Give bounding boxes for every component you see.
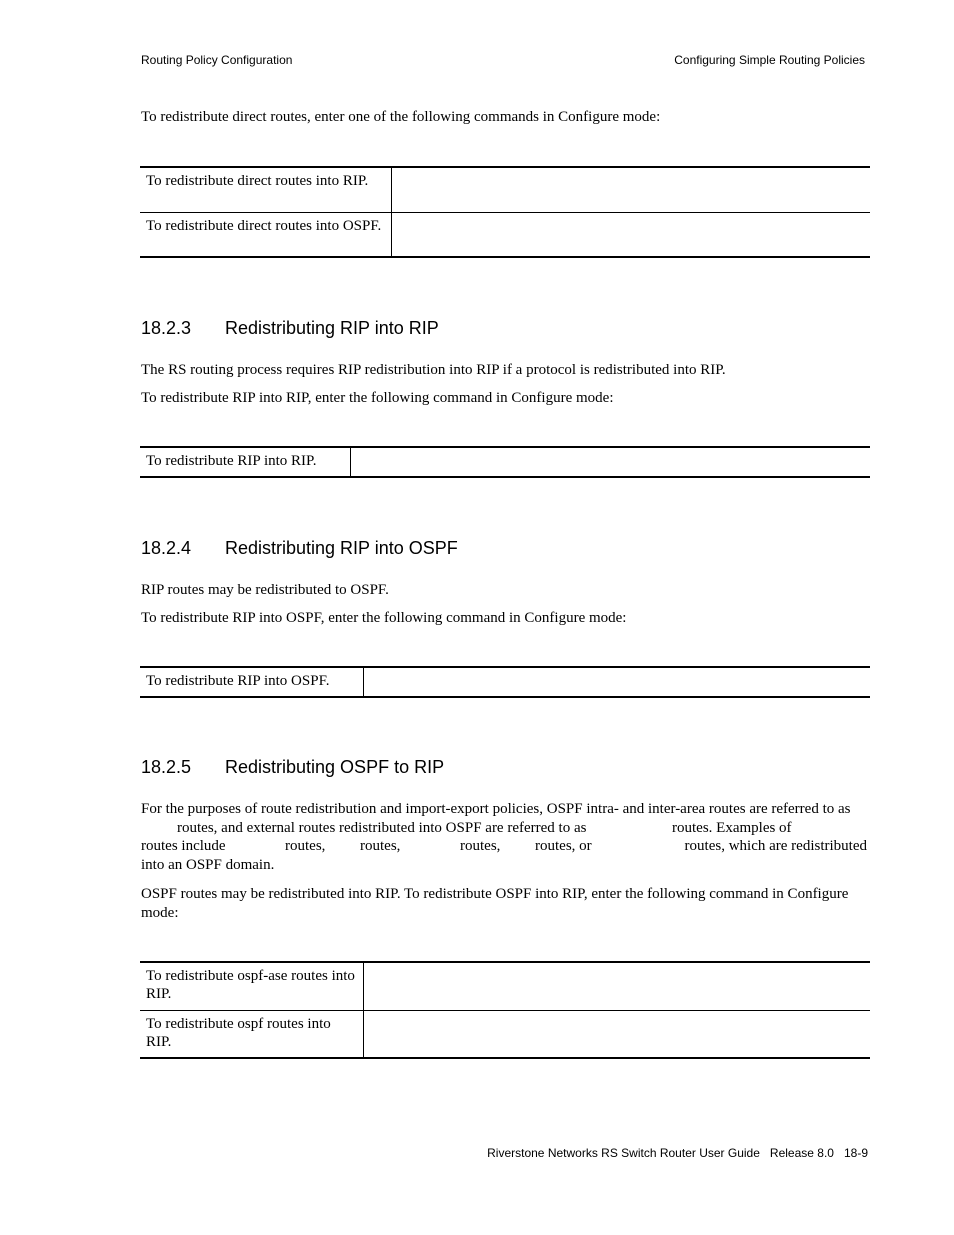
running-header-right: Configuring Simple Routing Policies bbox=[674, 53, 865, 67]
page-footer bbox=[487, 1146, 868, 1160]
text-line: For the purposes of route redistribution and import-export policies, OSPF intra- and inter-area routes are referred to as bbox=[141, 801, 851, 817]
table-row bbox=[140, 213, 870, 258]
table-cell-command bbox=[364, 1011, 871, 1059]
paragraph: OSPF routes may be redistributed into RIP. To redistribute OSPF into RIP, enter the following command in Configure mode: bbox=[141, 886, 849, 921]
text-fragment: routes, bbox=[285, 838, 326, 854]
table-cell: To redistribute ospf routes into RIP. bbox=[140, 1011, 364, 1059]
section-heading-18-2-5 bbox=[141, 757, 444, 778]
section-title: Redistributing RIP into OSPF bbox=[225, 538, 458, 558]
table-row bbox=[140, 447, 870, 477]
table-cell: To redistribute direct routes into OSPF. bbox=[140, 213, 392, 258]
footer-guide-title: Riverstone Networks RS Switch Router User Guide bbox=[487, 1146, 760, 1160]
section-heading-18-2-3 bbox=[141, 318, 439, 339]
table-cell-command bbox=[364, 962, 871, 1011]
section-number: 18.2.3 bbox=[141, 318, 192, 338]
table-cell: To redistribute RIP into OSPF. bbox=[140, 667, 364, 697]
table-row bbox=[140, 167, 870, 213]
section-heading-18-2-4 bbox=[141, 538, 458, 559]
section-number: 18.2.5 bbox=[141, 757, 192, 777]
table-row bbox=[140, 1011, 870, 1059]
table-cell-command bbox=[392, 213, 871, 258]
table-cell: To redistribute direct routes into RIP. bbox=[140, 167, 392, 213]
running-header-left: Routing Policy Configuration bbox=[141, 53, 293, 67]
text-fragment: routes, bbox=[360, 838, 401, 854]
paragraph: The RS routing process requires RIP redistribution into RIP if a protocol is redistributed into RIP. bbox=[141, 362, 726, 378]
paragraph: To redistribute RIP into OSPF, enter the following command in Configure mode: bbox=[141, 610, 627, 626]
footer-page-number: 18-9 bbox=[843, 1146, 868, 1160]
text-fragment: routes, bbox=[460, 838, 501, 854]
text-line: into an OSPF domain. bbox=[141, 856, 275, 873]
table-row bbox=[140, 667, 870, 697]
section-number: 18.2.4 bbox=[141, 538, 192, 558]
table-cell-command bbox=[392, 167, 871, 213]
text-fragment: routes include bbox=[141, 838, 226, 854]
text-line bbox=[141, 837, 867, 856]
ospf-into-rip-table bbox=[140, 961, 870, 1059]
table-cell-command bbox=[351, 447, 871, 477]
text-fragment: routes, and external routes redistributed into OSPF are referred to as bbox=[177, 819, 587, 836]
text-fragment: routes, which are redistributed bbox=[684, 838, 867, 854]
paragraph-ospf-route-types bbox=[141, 800, 867, 874]
direct-routes-table bbox=[140, 166, 870, 258]
intro-paragraph: To redistribute direct routes, enter one of the following commands in Configure mode: bbox=[141, 109, 661, 125]
text-fragment: routes. Examples of bbox=[672, 819, 792, 836]
section-title: Redistributing RIP into RIP bbox=[225, 318, 439, 338]
paragraph: To redistribute RIP into RIP, enter the following command in Configure mode: bbox=[141, 390, 614, 406]
rip-into-rip-table bbox=[140, 446, 870, 478]
table-row bbox=[140, 962, 870, 1011]
text-fragment: routes, or bbox=[535, 838, 592, 854]
paragraph: RIP routes may be redistributed to OSPF. bbox=[141, 582, 389, 598]
footer-release: Release 8.0 bbox=[769, 1146, 834, 1160]
table-cell: To redistribute RIP into RIP. bbox=[140, 447, 351, 477]
table-cell: To redistribute ospf-ase routes into RIP. bbox=[140, 962, 364, 1011]
table-cell-command bbox=[364, 667, 871, 697]
text-line bbox=[141, 819, 867, 838]
rip-into-ospf-table bbox=[140, 666, 870, 698]
section-title: Redistributing OSPF to RIP bbox=[225, 757, 445, 777]
